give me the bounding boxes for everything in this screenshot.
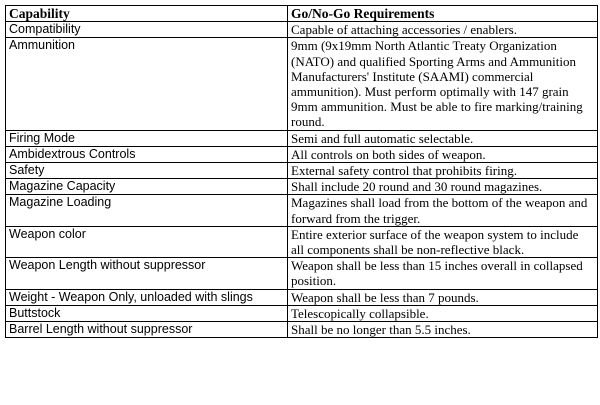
table-row	[6, 22, 598, 38]
table-row	[6, 130, 598, 146]
capability-cell: Weapon Length without suppressor	[6, 258, 288, 289]
requirement-cell: Capable of attaching accessories / enablers.	[288, 22, 598, 38]
capability-cell: Ammunition	[6, 38, 288, 130]
requirement-cell: All controls on both sides of weapon.	[288, 146, 598, 162]
table-row	[6, 305, 598, 321]
table-row	[6, 258, 598, 289]
header-capability: Capability	[6, 6, 288, 22]
capability-cell: Barrel Length without suppressor	[6, 322, 288, 338]
capability-cell: Ambidextrous Controls	[6, 146, 288, 162]
header-requirements: Go/No-Go Requirements	[288, 6, 598, 22]
capability-cell: Magazine Loading	[6, 195, 288, 226]
table-row	[6, 146, 598, 162]
table-row	[6, 195, 598, 226]
table-row	[6, 226, 598, 257]
requirement-cell: 9mm (9x19mm North Atlantic Treaty Organization (NATO) and qualified Sporting Arms and Ammunition Manufacturers' Institute (SAAMI) commercial ammunition). Must perform optimally with 147 grain 9mm ammunition. Must be able to fire marking/training round.	[288, 38, 598, 130]
requirement-cell: Weapon shall be less than 15 inches overall in collapsed position.	[288, 258, 598, 289]
requirements-table	[5, 5, 598, 338]
table-row	[6, 163, 598, 179]
table-row	[6, 289, 598, 305]
requirement-cell: External safety control that prohibits firing.	[288, 163, 598, 179]
capability-cell: Safety	[6, 163, 288, 179]
capability-cell: Magazine Capacity	[6, 179, 288, 195]
table-row	[6, 322, 598, 338]
capability-cell: Weapon color	[6, 226, 288, 257]
requirements-table-container	[5, 5, 597, 338]
requirement-cell: Shall include 20 round and 30 round magazines.	[288, 179, 598, 195]
requirement-cell: Telescopically collapsible.	[288, 305, 598, 321]
table-row	[6, 179, 598, 195]
capability-cell: Weight - Weapon Only, unloaded with slings	[6, 289, 288, 305]
capability-cell: Compatibility	[6, 22, 288, 38]
capability-cell: Buttstock	[6, 305, 288, 321]
requirement-cell: Magazines shall load from the bottom of the weapon and forward from the trigger.	[288, 195, 598, 226]
requirement-cell: Semi and full automatic selectable.	[288, 130, 598, 146]
capability-cell: Firing Mode	[6, 130, 288, 146]
table-row	[6, 38, 598, 130]
requirement-cell: Entire exterior surface of the weapon system to include all components shall be non-reflective black.	[288, 226, 598, 257]
requirement-cell: Shall be no longer than 5.5 inches.	[288, 322, 598, 338]
table-header-row	[6, 6, 598, 22]
requirement-cell: Weapon shall be less than 7 pounds.	[288, 289, 598, 305]
